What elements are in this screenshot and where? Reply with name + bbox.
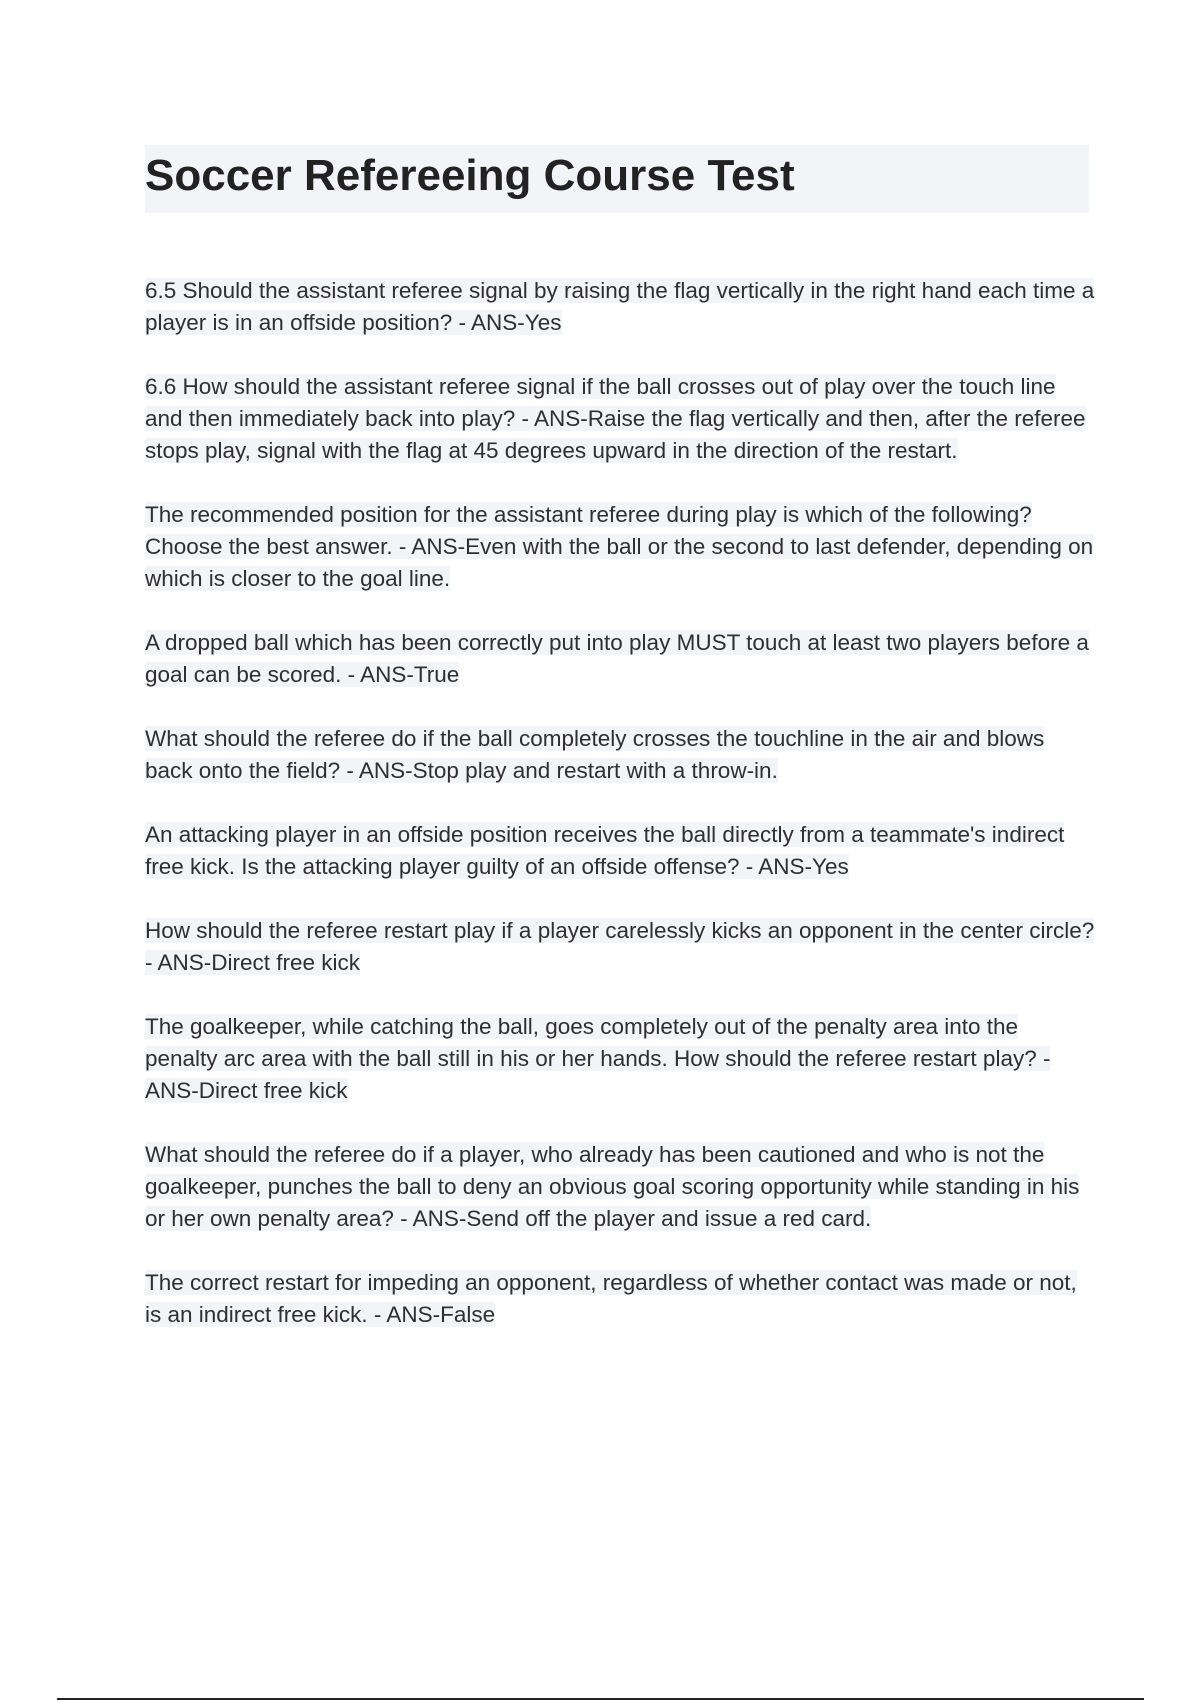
- qa-item: [145, 915, 1095, 979]
- qa-text: 6.6 How should the assistant referee signal if the ball crosses out of play over the touch line and then immediately back into play? - ANS-Raise the flag vertically and then, after the referee stops play, signal with the flag at 45 degrees upward in the direction of the restart.: [145, 374, 1086, 463]
- qa-item: [145, 1267, 1095, 1331]
- qa-item: [145, 819, 1095, 883]
- qa-item: [145, 275, 1095, 339]
- qa-text: What should the referee do if the ball completely crosses the touchline in the air and blows back onto the field? - ANS-Stop play and restart with a throw-in.: [145, 726, 1045, 783]
- qa-text: The recommended position for the assistant referee during play is which of the following? Choose the best answer. - ANS-Even with the ball or the second to last defender, depending on which is closer to the goal line.: [145, 502, 1094, 591]
- qa-item: [145, 1139, 1095, 1235]
- qa-item: [145, 499, 1095, 595]
- qa-item: [145, 723, 1095, 787]
- qa-text: How should the referee restart play if a player carelessly kicks an opponent in the center circle? - ANS-Direct free kick: [145, 918, 1095, 975]
- qa-text: What should the referee do if a player, who already has been cautioned and who is not the goalkeeper, punches the ball to deny an obvious goal scoring opportunity while standing in his or her own penalty area? - ANS-Send off the player and issue a red card.: [145, 1142, 1080, 1231]
- qa-text: A dropped ball which has been correctly put into play MUST touch at least two players before a goal can be scored. - ANS-True: [145, 630, 1089, 687]
- qa-text: The correct restart for impeding an opponent, regardless of whether contact was made or not, is an indirect free kick. - ANS-False: [145, 1270, 1077, 1327]
- qa-text: The goalkeeper, while catching the ball, goes completely out of the penalty area into the penalty arc area with the ball still in his or her hands. How should the referee restart play? - ANS-Direct free kick: [145, 1014, 1051, 1103]
- qa-list: [145, 275, 1095, 1363]
- qa-text: 6.5 Should the assistant referee signal by raising the flag vertically in the right hand each time a player is in an offside position? - ANS-Yes: [145, 278, 1095, 335]
- title-highlight: [145, 145, 1089, 213]
- qa-item: [145, 1011, 1095, 1107]
- qa-item: [145, 627, 1095, 691]
- page-title: Soccer Refereeing Course Test: [145, 151, 795, 200]
- qa-text: An attacking player in an offside position receives the ball directly from a teammate's indirect free kick. Is the attacking player guilty of an offside offense? - ANS-Yes: [145, 822, 1065, 879]
- qa-item: [145, 371, 1095, 467]
